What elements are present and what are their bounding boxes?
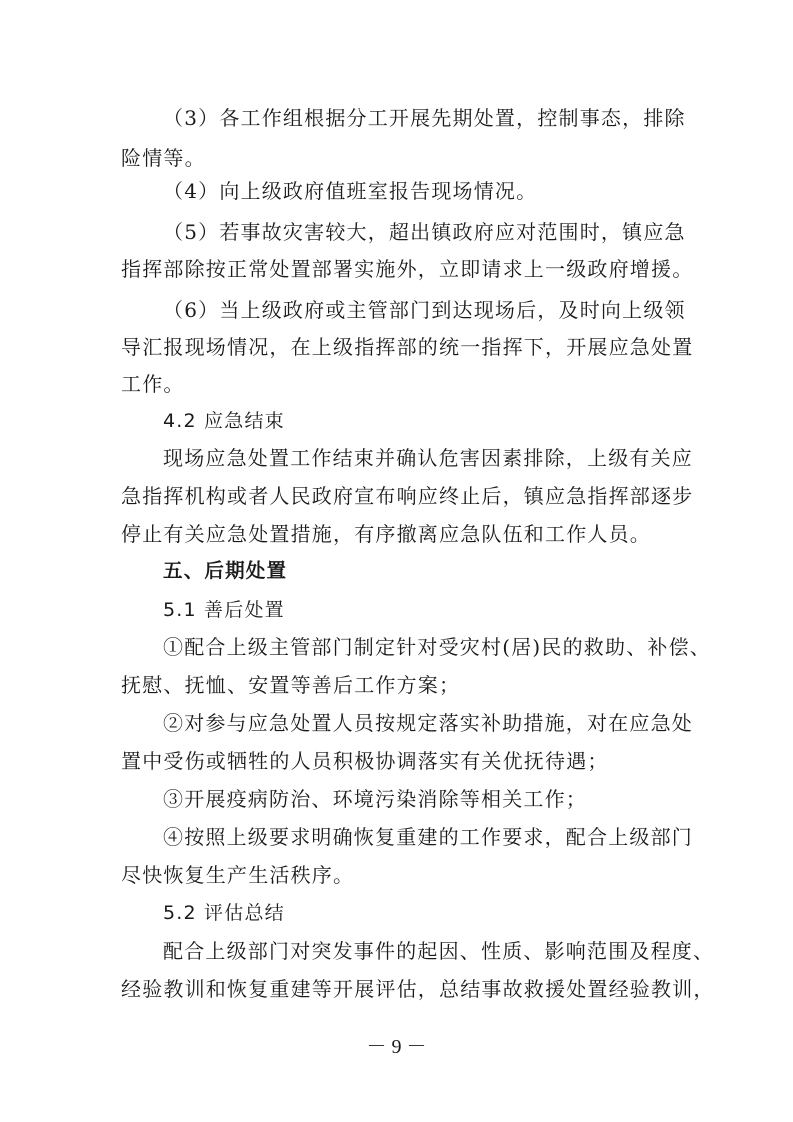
paragraph-line: （6）当上级政府或主管部门到达现场后，及时向上级领	[163, 298, 686, 322]
paragraph-line: （3）各工作组根据分工开展先期处置，控制事态，排除	[163, 106, 686, 130]
paragraph-line: 抚慰、抚恤、安置等善后工作方案；	[121, 673, 461, 697]
section-heading-5-1: 5.1 善后处置	[163, 599, 285, 621]
paragraph-line: ②对参与应急处置人员按规定落实补助措施，对在应急处	[163, 711, 693, 735]
paragraph-line: 导汇报现场情况，在上级指挥部的统一指挥下，开展应急处置	[121, 335, 694, 359]
paragraph-line: 经验教训和恢复重建等开展评估，总结事故救援处置经验教训，	[121, 977, 715, 1001]
section-heading-4-2: 4.2 应急结束	[163, 410, 285, 432]
paragraph-line: 置中受伤或牺牲的人员积极协调落实有关优抚待遇；	[121, 749, 609, 773]
section-heading-5-2: 5.2 评估总结	[163, 902, 285, 924]
paragraph-line: ④按照上级要求明确恢复重建的工作要求，配合上级部门	[163, 825, 693, 849]
paragraph-line: 指挥部除按正常处置部署实施外，立即请求上一级政府增援。	[121, 257, 694, 281]
paragraph-line: （5）若事故灾害较大，超出镇政府应对范围时，镇应急	[163, 220, 686, 244]
page-number: － 9 －	[366, 1036, 427, 1058]
paragraph-line: ③开展疫病防治、环境污染消除等相关工作；	[163, 787, 587, 811]
paragraph-line: 急指挥机构或者人民政府宣布响应终止后，镇应急指挥部逐步	[121, 484, 694, 508]
paragraph-line: 工作。	[121, 372, 185, 396]
paragraph-line: （4）向上级政府值班室报告现场情况。	[163, 179, 538, 203]
paragraph-line: 停止有关应急处置措施，有序撤离应急队伍和工作人员。	[121, 522, 651, 546]
paragraph-line: 险情等。	[121, 146, 206, 170]
chapter-heading-5: 五、后期处置	[163, 559, 288, 582]
paragraph-line: 尽快恢复生产生活秩序。	[121, 863, 355, 887]
paragraph-line: 配合上级部门对突发事件的起因、性质、影响范围及程度、	[163, 939, 715, 963]
paragraph-line: ①配合上级主管部门制定针对受灾村(居)民的救助、补偿、	[163, 635, 712, 659]
paragraph-line: 现场应急处置工作结束并确认危害因素排除，上级有关应	[163, 446, 693, 470]
